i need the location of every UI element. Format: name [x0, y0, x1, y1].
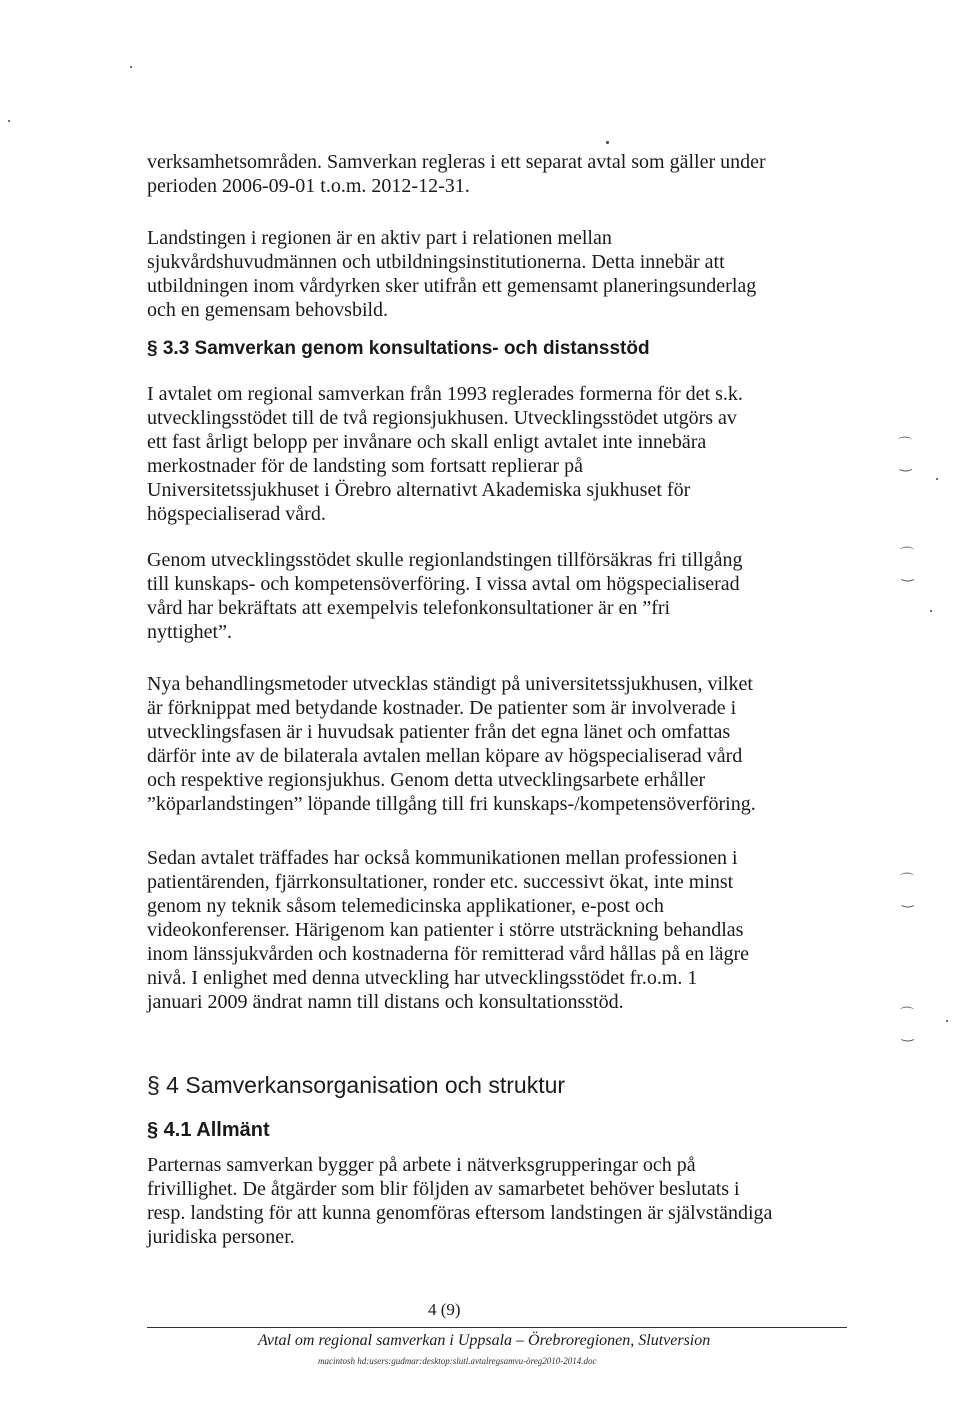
- text-line: nyttighet”.: [147, 621, 232, 643]
- text-line: högspecialiserad vård.: [147, 503, 326, 525]
- footer-file-path: macintosh hd:users:gudmar:desktop:slutl.avtalregsamvu-öreg2010-2014.doc: [318, 1356, 597, 1366]
- text-line: Sedan avtalet träffades har också kommunikationen mellan professionen i: [147, 847, 738, 869]
- paragraph-3: [147, 382, 827, 526]
- text-line: videokonferenser. Härigenom kan patienter i större utsträckning behandlas: [147, 919, 744, 941]
- footer-rule: [147, 1327, 847, 1328]
- text-line: och respektive regionsjukhus. Genom detta utvecklingsarbete erhåller: [147, 769, 706, 791]
- text-line: perioden 2006-09-01 t.o.m. 2012-12-31.: [147, 175, 470, 197]
- paragraph-4: [147, 548, 827, 644]
- paragraph-7: [147, 1153, 827, 1249]
- scan-speck: [936, 478, 938, 480]
- text-line: januari 2009 ändrat namn till distans och konsultationsstöd.: [147, 991, 624, 1013]
- text-line: är förknippat med betydande kostnader. De patienter som är involverade i: [147, 697, 737, 719]
- section-heading-4-1: § 4.1 Allmänt: [147, 1119, 270, 1141]
- text-line: utvecklingsfasen är i huvudsak patienter från det egna länet och omfattas: [147, 721, 731, 743]
- margin-mark: ‿: [902, 893, 914, 908]
- text-line: Nya behandlingsmetoder utvecklas ständigt på universitetssjukhusen, vilket: [147, 673, 753, 695]
- text-line: Universitetssjukhuset i Örebro alternativt Akademiska sjukhuset för: [147, 479, 691, 501]
- text-line: därför inte av de bilaterala avtalen mellan köpare av högspecialiserad vård: [147, 745, 743, 767]
- scan-speck: [606, 141, 609, 144]
- margin-mark: ‿: [902, 567, 914, 582]
- scan-speck: [930, 610, 932, 612]
- footer-title: Avtal om regional samverkan i Uppsala – Örebroregionen, Slutversion: [258, 1332, 711, 1349]
- text-line: patientärenden, fjärrkonsultationer, ronder etc. successivt ökat, inte minst: [147, 871, 734, 893]
- text-line: ”köparlandstingen” löpande tillgång till fri kunskaps-/kompetensöverföring.: [147, 793, 756, 815]
- margin-mark: ⌒: [898, 438, 912, 453]
- section-heading-3-3: § 3.3 Samverkan genom konsultations- och distansstöd: [147, 338, 650, 359]
- text-line: I avtalet om regional samverkan från 1993 reglerades formerna för det s.k.: [147, 383, 743, 405]
- margin-mark: ⌒: [900, 1008, 914, 1023]
- text-line: och en gemensam behovsbild.: [147, 299, 389, 321]
- text-line: juridiska personer.: [147, 1226, 295, 1248]
- paragraph-2: [147, 226, 827, 322]
- margin-mark: ‿: [902, 1027, 914, 1042]
- scan-speck: [130, 66, 132, 68]
- text-line: nivå. I enlighet med denna utveckling har utvecklingsstödet fr.o.m. 1: [147, 967, 698, 989]
- text-line: resp. landsting för att kunna genomföras eftersom landstingen är självständiga: [147, 1202, 773, 1224]
- text-line: Genom utvecklingsstödet skulle regionlandstingen tillförsäkras fri tillgång: [147, 549, 743, 571]
- text-line: utbildningen inom vårdyrken sker utifrån ett gemensamt planeringsunderlag: [147, 275, 757, 297]
- text-line: till kunskaps- och kompetensöverföring. I vissa avtal om högspecialiserad: [147, 573, 740, 595]
- margin-mark: ⌒: [900, 874, 914, 889]
- text-line: verksamhetsområden. Samverkan regleras i ett separat avtal som gäller under: [147, 151, 766, 173]
- text-line: Parternas samverkan bygger på arbete i nätverksgrupperingar och på: [147, 1154, 696, 1176]
- margin-mark: ‿: [900, 457, 912, 472]
- text-line: frivillighet. De åtgärder som blir följden av samarbetet behöver beslutats i: [147, 1178, 740, 1200]
- text-line: utvecklingsstödet till de två regionsjukhusen. Utvecklingsstödet utgörs av: [147, 407, 737, 429]
- section-heading-4: § 4 Samverkansorganisation och struktur: [147, 1072, 566, 1098]
- paragraph-1: [147, 150, 827, 198]
- scan-speck: [946, 1020, 948, 1022]
- text-line: merkostnader för de landsting som fortsatt replierar på: [147, 455, 583, 477]
- paragraph-6: [147, 846, 827, 1014]
- margin-mark: ⌒: [900, 548, 914, 563]
- text-line: vård har bekräftats att exempelvis telefonkonsultationer är en ”fri: [147, 597, 671, 619]
- text-line: Landstingen i regionen är en aktiv part i relationen mellan: [147, 227, 612, 249]
- text-line: genom ny teknik såsom telemedicinska applikationer, e-post och: [147, 895, 664, 917]
- paragraph-5: [147, 672, 827, 816]
- text-line: inom länssjukvården och kostnaderna för remitterad vård hållas på en lägre: [147, 943, 750, 965]
- text-line: sjukvårdshuvudmännen och utbildningsinstitutionerna. Detta innebär att: [147, 251, 725, 273]
- page-number: 4 (9): [428, 1300, 461, 1319]
- text-line: ett fast årligt belopp per invånare och skall enligt avtalet inte innebära: [147, 431, 707, 453]
- scan-speck: [8, 120, 10, 122]
